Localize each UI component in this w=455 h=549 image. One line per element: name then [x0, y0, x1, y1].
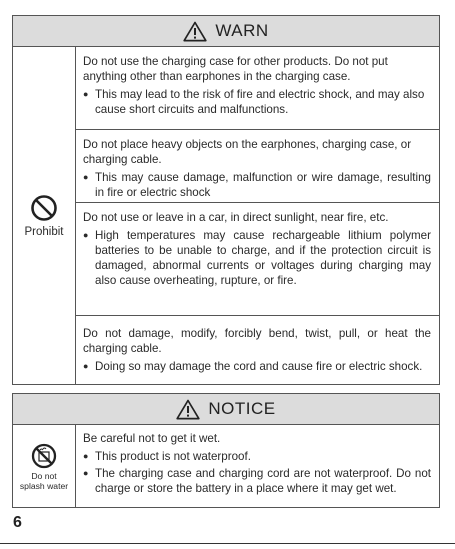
notice-title: NOTICE: [208, 399, 276, 418]
prohibit-cell: [13, 47, 76, 385]
notice-bullet: ● This product is not waterproof.: [83, 449, 431, 464]
bottom-rule: [0, 543, 455, 544]
warn-box: [12, 15, 440, 385]
warn-section-text: Do not place heavy objects on the earphones, charging case, or charging cable.: [83, 138, 412, 166]
notice-section: [76, 425, 439, 508]
prohibit-label: Prohibit: [24, 226, 64, 238]
warn-section-text: Do not use or leave in a car, in direct sunlight, near fire, etc.: [83, 211, 389, 224]
no-water-label: [20, 471, 68, 491]
warn-section-2: [76, 130, 439, 203]
warning-triangle-icon: [176, 399, 200, 420]
warn-section-3: [76, 203, 439, 316]
no-water-cell: [13, 425, 76, 508]
warn-header: [13, 16, 439, 47]
warn-bullet: ● Doing so may damage the cord and cause fire or electric shock.: [83, 359, 431, 374]
no-water-label-line1: Do not: [31, 470, 57, 481]
warn-section-text: Do not use the charging case for other products. Do not put anything other than earphones in the charging case.: [83, 55, 388, 83]
warn-bullet: ● This may lead to the risk of fire and electric shock, and may also cause short circuits and malfunctions.: [83, 87, 431, 117]
warn-section-1: [76, 47, 439, 130]
notice-header: [13, 394, 439, 425]
warn-section-text: Do not damage, modify, forcibly bend, twist, pull, or heat the charging cable.: [83, 327, 431, 355]
no-splash-water-icon: [31, 443, 57, 469]
notice-box: [12, 393, 440, 508]
notice-bullet: ● The charging case and charging cord are not waterproof. Do not charge or store the battery in a place where it may get wet.: [83, 466, 431, 496]
prohibit-icon: [30, 194, 58, 222]
warn-bullet: ● This may cause damage, malfunction or wire damage, resulting in fire or electric shock: [83, 170, 431, 200]
warn-section-4: [76, 316, 439, 385]
warn-title: WARN: [215, 21, 269, 40]
warning-triangle-icon: [183, 21, 207, 42]
notice-text: Be careful not to get it wet.: [83, 432, 221, 445]
warn-bullet: ● High temperatures may cause rechargeable lithium polymer batteries to be unable to charge, and if the protection circuit is damaged, abnormal currents or voltages during charging may also cause overheating, rupture, or fire.: [83, 228, 431, 288]
no-water-label-line2: splash water: [19, 480, 69, 491]
page-number: 6: [13, 514, 22, 531]
